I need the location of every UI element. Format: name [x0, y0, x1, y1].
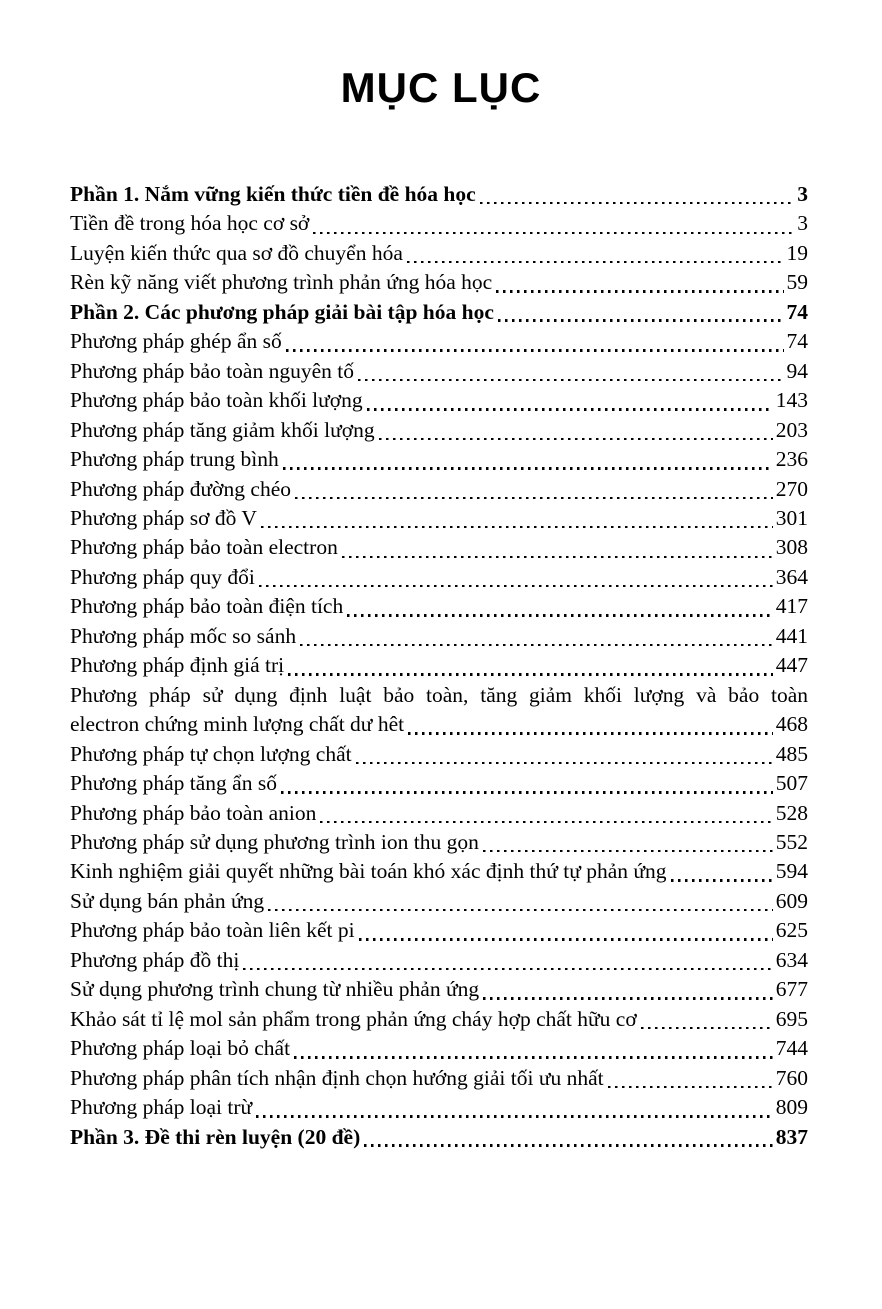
toc-page-number: 744	[775, 1036, 808, 1061]
dot-leader	[320, 799, 772, 828]
toc-entry-title: Phần 3. Đề thi rèn luyện (20 đề)	[70, 1124, 361, 1149]
dot-leader	[347, 592, 773, 621]
dot-leader	[407, 239, 784, 268]
toc-page-number: 74	[786, 299, 808, 324]
toc-page-number: 143	[775, 388, 808, 413]
dot-leader	[256, 1093, 773, 1122]
toc-entry	[70, 828, 808, 857]
toc-entry-title: Phương pháp sơ đồ V	[70, 505, 257, 530]
dot-leader	[243, 946, 772, 975]
toc-entry	[70, 475, 808, 504]
toc-entry-title: Phương pháp ghép ẩn số	[70, 329, 282, 354]
toc-entry	[70, 946, 808, 975]
toc-entry-title: Sử dụng bán phản ứng	[70, 888, 265, 913]
toc-page-number: 94	[786, 358, 808, 383]
dot-leader	[294, 1034, 773, 1063]
toc-page-number: 270	[775, 476, 808, 501]
toc-page-number: 447	[775, 653, 808, 678]
dot-leader	[281, 769, 773, 798]
toc-entry	[70, 1093, 808, 1122]
toc-page-number: 468	[775, 712, 808, 737]
toc-entry-title: Phương pháp bảo toàn electron	[70, 535, 338, 560]
toc-page-number: 552	[775, 829, 808, 854]
dot-leader	[358, 357, 784, 386]
toc-page-number: 507	[775, 771, 808, 796]
toc-entry-title: Phương pháp loại trừ	[70, 1095, 253, 1120]
dot-leader	[283, 445, 773, 474]
toc-page-number: 594	[775, 859, 808, 884]
toc-page-number: 528	[775, 800, 808, 825]
dot-leader	[288, 651, 773, 680]
toc-entry	[70, 268, 808, 297]
toc-page-number: 485	[775, 741, 808, 766]
toc-entry	[70, 1064, 808, 1093]
toc-entry-title: electron chứng minh lượng chất dư hêt	[70, 712, 405, 737]
toc-entry	[70, 445, 808, 474]
dot-leader	[295, 475, 773, 504]
dot-leader	[268, 887, 773, 916]
toc-page-number: 301	[775, 505, 808, 530]
toc-page-number: 203	[775, 417, 808, 442]
dot-leader	[367, 386, 773, 415]
toc-entry	[70, 180, 808, 209]
toc-page-number: 3	[797, 182, 808, 206]
toc-page-number: 677	[775, 977, 808, 1002]
toc-entry	[70, 1123, 808, 1152]
dot-leader	[342, 533, 773, 562]
dot-leader	[483, 975, 773, 1004]
toc-page-number: 59	[786, 270, 808, 295]
toc-entry-title: Khảo sát tỉ lệ mol sản phẩm trong phản ứng cháy hợp chất hữu cơ	[70, 1006, 637, 1031]
toc-entry	[70, 239, 808, 268]
toc-entry	[70, 416, 808, 445]
toc-page-number: 364	[775, 564, 808, 589]
dot-leader	[498, 298, 784, 327]
table-of-contents	[70, 180, 808, 1152]
dot-leader	[286, 327, 784, 356]
dot-leader	[300, 622, 773, 651]
toc-entry-title: Phương pháp tăng ẩn số	[70, 771, 277, 796]
toc-entry	[70, 1034, 808, 1063]
dot-leader	[480, 180, 795, 209]
toc-entry-title: Phương pháp bảo toàn khối lượng	[70, 388, 363, 413]
toc-entry-title: Luyện kiến thức qua sơ đồ chuyển hóa	[70, 240, 403, 265]
toc-entry-title: Phương pháp bảo toàn điện tích	[70, 594, 344, 619]
toc-entry-title: Phương pháp bảo toàn anion	[70, 800, 317, 825]
toc-entry-title: Tiền đề trong hóa học cơ sở	[70, 211, 310, 236]
toc-page-number: 417	[775, 594, 808, 619]
toc-entry-title: Kinh nghiệm giải quyết những bài toán khó xác định thứ tự phản ứng	[70, 859, 667, 884]
toc-entry-title: Phương pháp mốc so sánh	[70, 623, 297, 648]
toc-entry-wrapped-line: Phương pháp sử dụng định luật bảo toàn, tăng giảm khối lượng và bảo toàn	[70, 682, 808, 707]
dot-leader	[379, 416, 773, 445]
toc-entry	[70, 504, 808, 533]
toc-entry-title: Phương pháp bảo toàn liên kết pi	[70, 918, 355, 943]
toc-entry-title: Phương pháp trung bình	[70, 447, 279, 472]
toc-page-number: 3	[797, 211, 808, 236]
toc-entry-title: Phần 1. Nắm vững kiến thức tiền đề hóa học	[70, 182, 476, 206]
toc-page-number: 236	[775, 447, 808, 472]
toc-entry-title: Phương pháp tăng giảm khối lượng	[70, 417, 375, 442]
toc-page-number: 441	[775, 623, 808, 648]
toc-entry	[70, 209, 808, 238]
toc-page-number: 308	[775, 535, 808, 560]
dot-leader	[483, 828, 773, 857]
toc-entry	[70, 740, 808, 769]
toc-entry	[70, 298, 808, 327]
toc-page-number: 695	[775, 1006, 808, 1031]
dot-leader	[259, 563, 773, 592]
toc-entry	[70, 533, 808, 562]
toc-entry	[70, 710, 808, 739]
dot-leader	[608, 1064, 773, 1093]
toc-entry	[70, 916, 808, 945]
dot-leader	[359, 916, 773, 945]
dot-leader	[641, 1005, 773, 1034]
toc-entry-title: Phương pháp đường chéo	[70, 476, 292, 501]
toc-entry	[70, 1005, 808, 1034]
toc-page-number: 634	[775, 947, 808, 972]
toc-entry-title: Phương pháp phân tích nhận định chọn hướng giải tối ưu nhất	[70, 1065, 604, 1090]
toc-entry	[70, 799, 808, 828]
toc-entry	[70, 651, 808, 680]
toc-page-number: 74	[786, 329, 808, 354]
toc-page-number: 625	[775, 918, 808, 943]
toc-entry-title: Sử dụng phương trình chung từ nhiều phản ứng	[70, 977, 480, 1002]
page-title: MỤC LỤC	[340, 64, 542, 111]
toc-entry	[70, 857, 808, 886]
toc-entry-title: Phần 2. Các phương pháp giải bài tập hóa học	[70, 299, 494, 324]
dot-leader	[356, 740, 773, 769]
toc-entry	[70, 769, 808, 798]
toc-page-number: 19	[786, 240, 808, 265]
toc-entry	[70, 975, 808, 1004]
toc-entry-title: Phương pháp đồ thị	[70, 947, 240, 972]
toc-entry	[70, 563, 808, 592]
dot-leader	[496, 268, 783, 297]
toc-entry-title: Phương pháp sử dụng phương trình ion thu gọn	[70, 829, 479, 854]
toc-entry-title: Phương pháp định giá trị	[70, 653, 285, 678]
toc-entry	[70, 327, 808, 356]
toc-page-number: 760	[775, 1065, 808, 1090]
toc-page-number: 809	[775, 1095, 808, 1120]
toc-entry	[70, 622, 808, 651]
toc-entry-title: Phương pháp quy đổi	[70, 564, 255, 589]
toc-entry-title: Phương pháp bảo toàn nguyên tố	[70, 358, 354, 383]
toc-entry	[70, 357, 808, 386]
toc-page-number: 609	[775, 888, 808, 913]
toc-page-number: 837	[775, 1124, 808, 1149]
dot-leader	[408, 710, 773, 739]
dot-leader	[671, 857, 773, 886]
toc-entry	[70, 592, 808, 621]
toc-entry-title: Rèn kỹ năng viết phương trình phản ứng hóa học	[70, 270, 493, 295]
toc-entry	[70, 887, 808, 916]
dot-leader	[261, 504, 773, 533]
dot-leader	[364, 1123, 773, 1152]
dot-leader	[313, 209, 794, 238]
toc-entry-title: Phương pháp tự chọn lượng chất	[70, 741, 352, 766]
toc-entry-title: Phương pháp loại bỏ chất	[70, 1036, 291, 1061]
toc-entry	[70, 386, 808, 415]
